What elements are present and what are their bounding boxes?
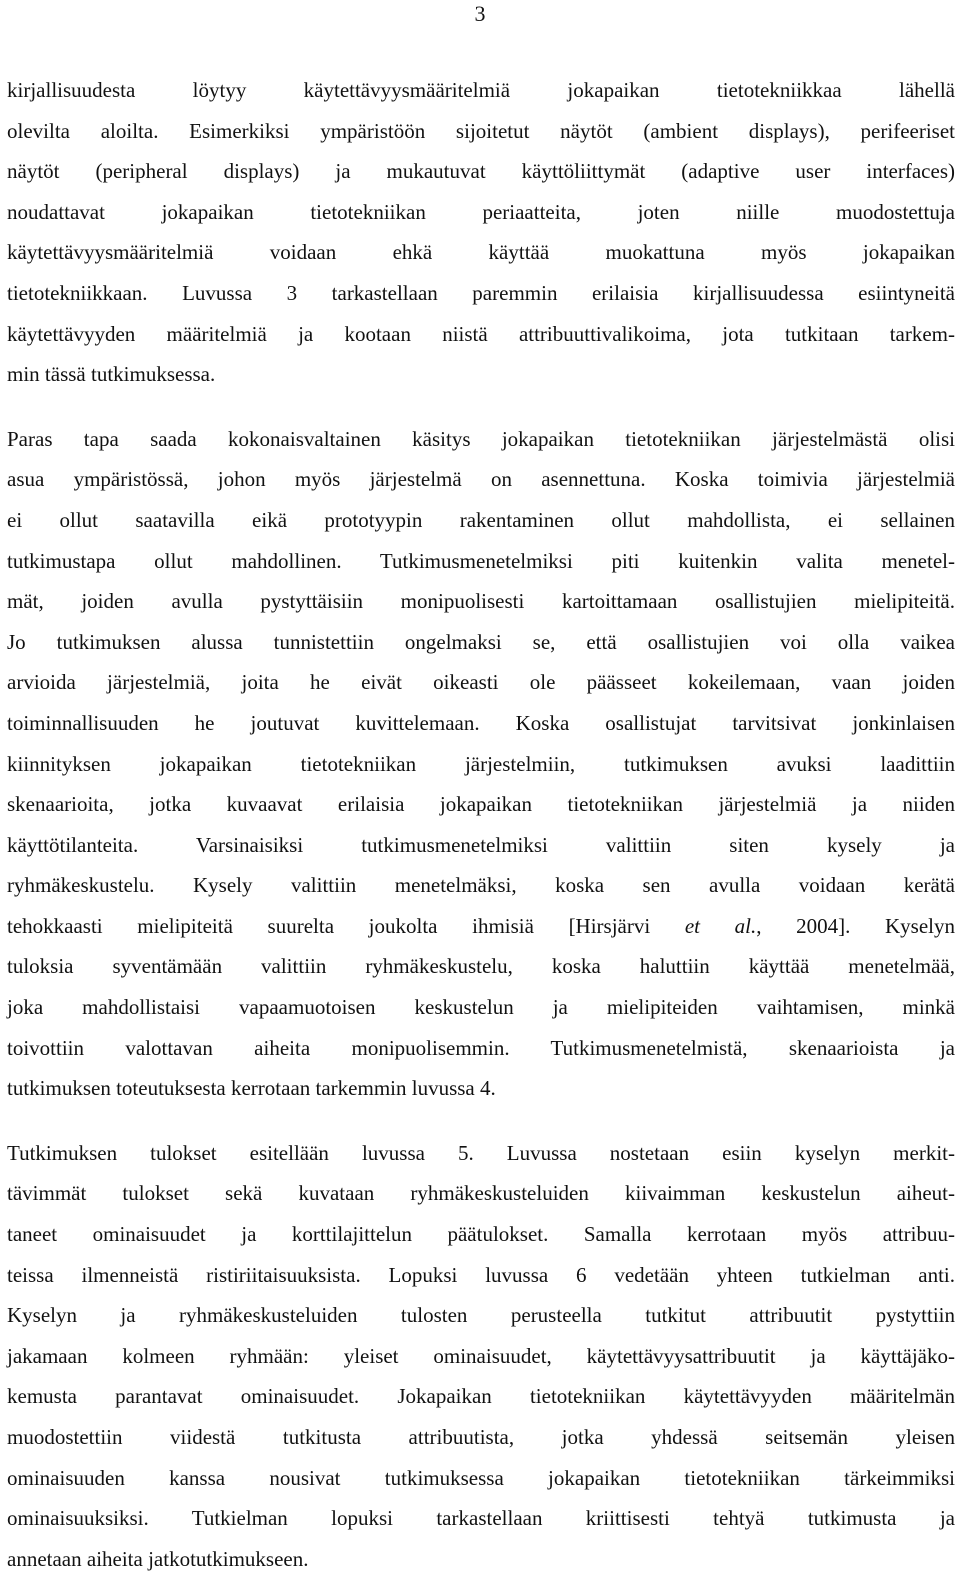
text-line: noudattavat jokapaikan tietotekniikan periaatteita, joten niille muodostettuja [7, 199, 955, 224]
text-line: käytettävyyden määritelmiä ja kootaan niistä attribuuttivalikoima, jota tutkitaan tarkem- [7, 321, 955, 346]
text-line: käyttötilanteita. Varsinaisiksi tutkimusmenetelmiksi valittiin siten kysely ja [7, 832, 955, 857]
text-line: kirjallisuudesta löytyy käytettävyysmääritelmiä jokapaikan tietotekniikkaa lähellä [7, 78, 955, 102]
text-line: kemusta parantavat ominaisuudet. Jokapaikan tietotekniikan käytettävyyden määritelmän [7, 1384, 955, 1409]
text-line: annetaan aiheita jatkotutkimukseen. [7, 1546, 309, 1571]
page-number: 3 [474, 1, 486, 26]
text-line: käytettävyysmääritelmiä voidaan ehkä käyttää muokattuna myös jokapaikan [7, 240, 955, 265]
text-line-with-citation [7, 906, 955, 947]
text-line: ryhmäkeskustelu. Kysely valittiin menetelmäksi, koska sen avulla voidaan kerätä [7, 873, 955, 898]
text-line: ei ollut saatavilla eikä prototyypin rakentaminen ollut mahdollista, ei sellainen [7, 507, 955, 532]
text-line: tävimmät tulokset sekä kuvataan ryhmäkeskusteluiden kiivaimman keskustelun aiheut- [7, 1181, 955, 1206]
text-line: skenaarioita, jotka kuvaavat erilaisia jokapaikan tietotekniikan järjestelmiä ja niiden [7, 792, 955, 817]
citation-prefix: tehokkaasti mielipiteitä suurelta joukolta ihmisiä [Hirsjärvi [7, 913, 685, 938]
text-line: olevilta aloilta. Esimerkiksi ympäristöön sijoitetut näytöt (ambient displays), perifeeriset [7, 118, 955, 143]
text-line: näytöt (peripheral displays) ja mukautuvat käyttöliittymät (adaptive user interfaces) [7, 159, 955, 184]
text-line: Tutkimuksen tulokset esitellään luvussa 5. Luvussa nostetaan esiin kyselyn merkit- [7, 1140, 955, 1165]
text-line: Kyselyn ja ryhmäkeskusteluiden tulosten perusteella tutkitut attribuutit pystyttiin [7, 1303, 955, 1328]
text-line: jakamaan kolmeen ryhmään: yleiset ominaisuudet, käytettävyysattribuutit ja käyttäjäko- [7, 1343, 955, 1368]
text-line: toivottiin valottavan aiheita monipuolisemmin. Tutkimusmenetelmistä, skenaarioista ja [7, 1035, 955, 1060]
citation-suffix: , 2004]. Kyselyn [756, 913, 955, 938]
text-line: taneet ominaisuudet ja korttilajittelun päätulokset. Samalla kerrotaan myös attribuu- [7, 1222, 955, 1247]
text-line: toiminnallisuuden he joutuvat kuvittelemaan. Koska osallistujat tarvitsivat jonkinlaisen [7, 710, 955, 735]
paragraph-1 [7, 70, 955, 395]
text-line: tuloksia syventämään valittiin ryhmäkeskustelu, koska haluttiin käyttää menetelmää, [7, 954, 955, 979]
text-line: ominaisuuksiksi. Tutkielman lopuksi tarkastellaan kriittisesti tehtyä tutkimusta ja [7, 1506, 955, 1531]
text-line: teissa ilmenneistä ristiriitaisuuksista. Lopuksi luvussa 6 vedetään yhteen tutkielman anti. [7, 1262, 955, 1287]
text-line: tietotekniikkaan. Luvussa 3 tarkastellaan paremmin erilaisia kirjallisuudessa esiintyneitä [7, 280, 955, 305]
text-line: Paras tapa saada kokonaisvaltainen käsitys jokapaikan tietotekniikan järjestelmästä olisi [7, 426, 955, 451]
text-line: Jo tutkimuksen alussa tunnistettiin ongelmaksi se, että osallistujien voi olla vaikea [7, 629, 955, 654]
text-line: mät, joiden avulla pystyttäisiin monipuolisesti kartoittamaan osallistujien mielipiteitä. [7, 589, 955, 614]
paragraph-3 [7, 1133, 955, 1579]
text-line: ominaisuuden kanssa nousivat tutkimuksessa jokapaikan tietotekniikan tärkeimmiksi [7, 1465, 955, 1490]
text-line: joka mahdollistaisi vapaamuotoisen keskustelun ja mielipiteiden vaihtamisen, minkä [7, 995, 955, 1020]
text-line: tutkimuksen toteutuksesta kerrotaan tarkemmin luvussa 4. [7, 1076, 496, 1101]
text-line: muodostettiin viidestä tutkitusta attribuutista, jotka yhdessä seitsemän yleisen [7, 1425, 955, 1449]
text-line: tutkimustapa ollut mahdollinen. Tutkimusmenetelmiksi piti kuitenkin valita menetel- [7, 548, 955, 573]
text-line: min tässä tutkimuksessa. [7, 362, 216, 387]
paragraph-2 [7, 419, 955, 1109]
citation-et-al: et al. [684, 913, 757, 938]
text-line: asua ympäristössä, johon myös järjestelmä on asennettuna. Koska toimivia järjestelmiä [7, 467, 955, 492]
text-line: kiinnityksen jokapaikan tietotekniikan järjestelmiin, tutkimuksen avuksi laadittiin [7, 751, 955, 776]
text-line: arvioida järjestelmiä, joita he eivät oikeasti ole päässeet kokeilemaan, vaan joiden [7, 670, 955, 695]
document-body [7, 70, 955, 1579]
